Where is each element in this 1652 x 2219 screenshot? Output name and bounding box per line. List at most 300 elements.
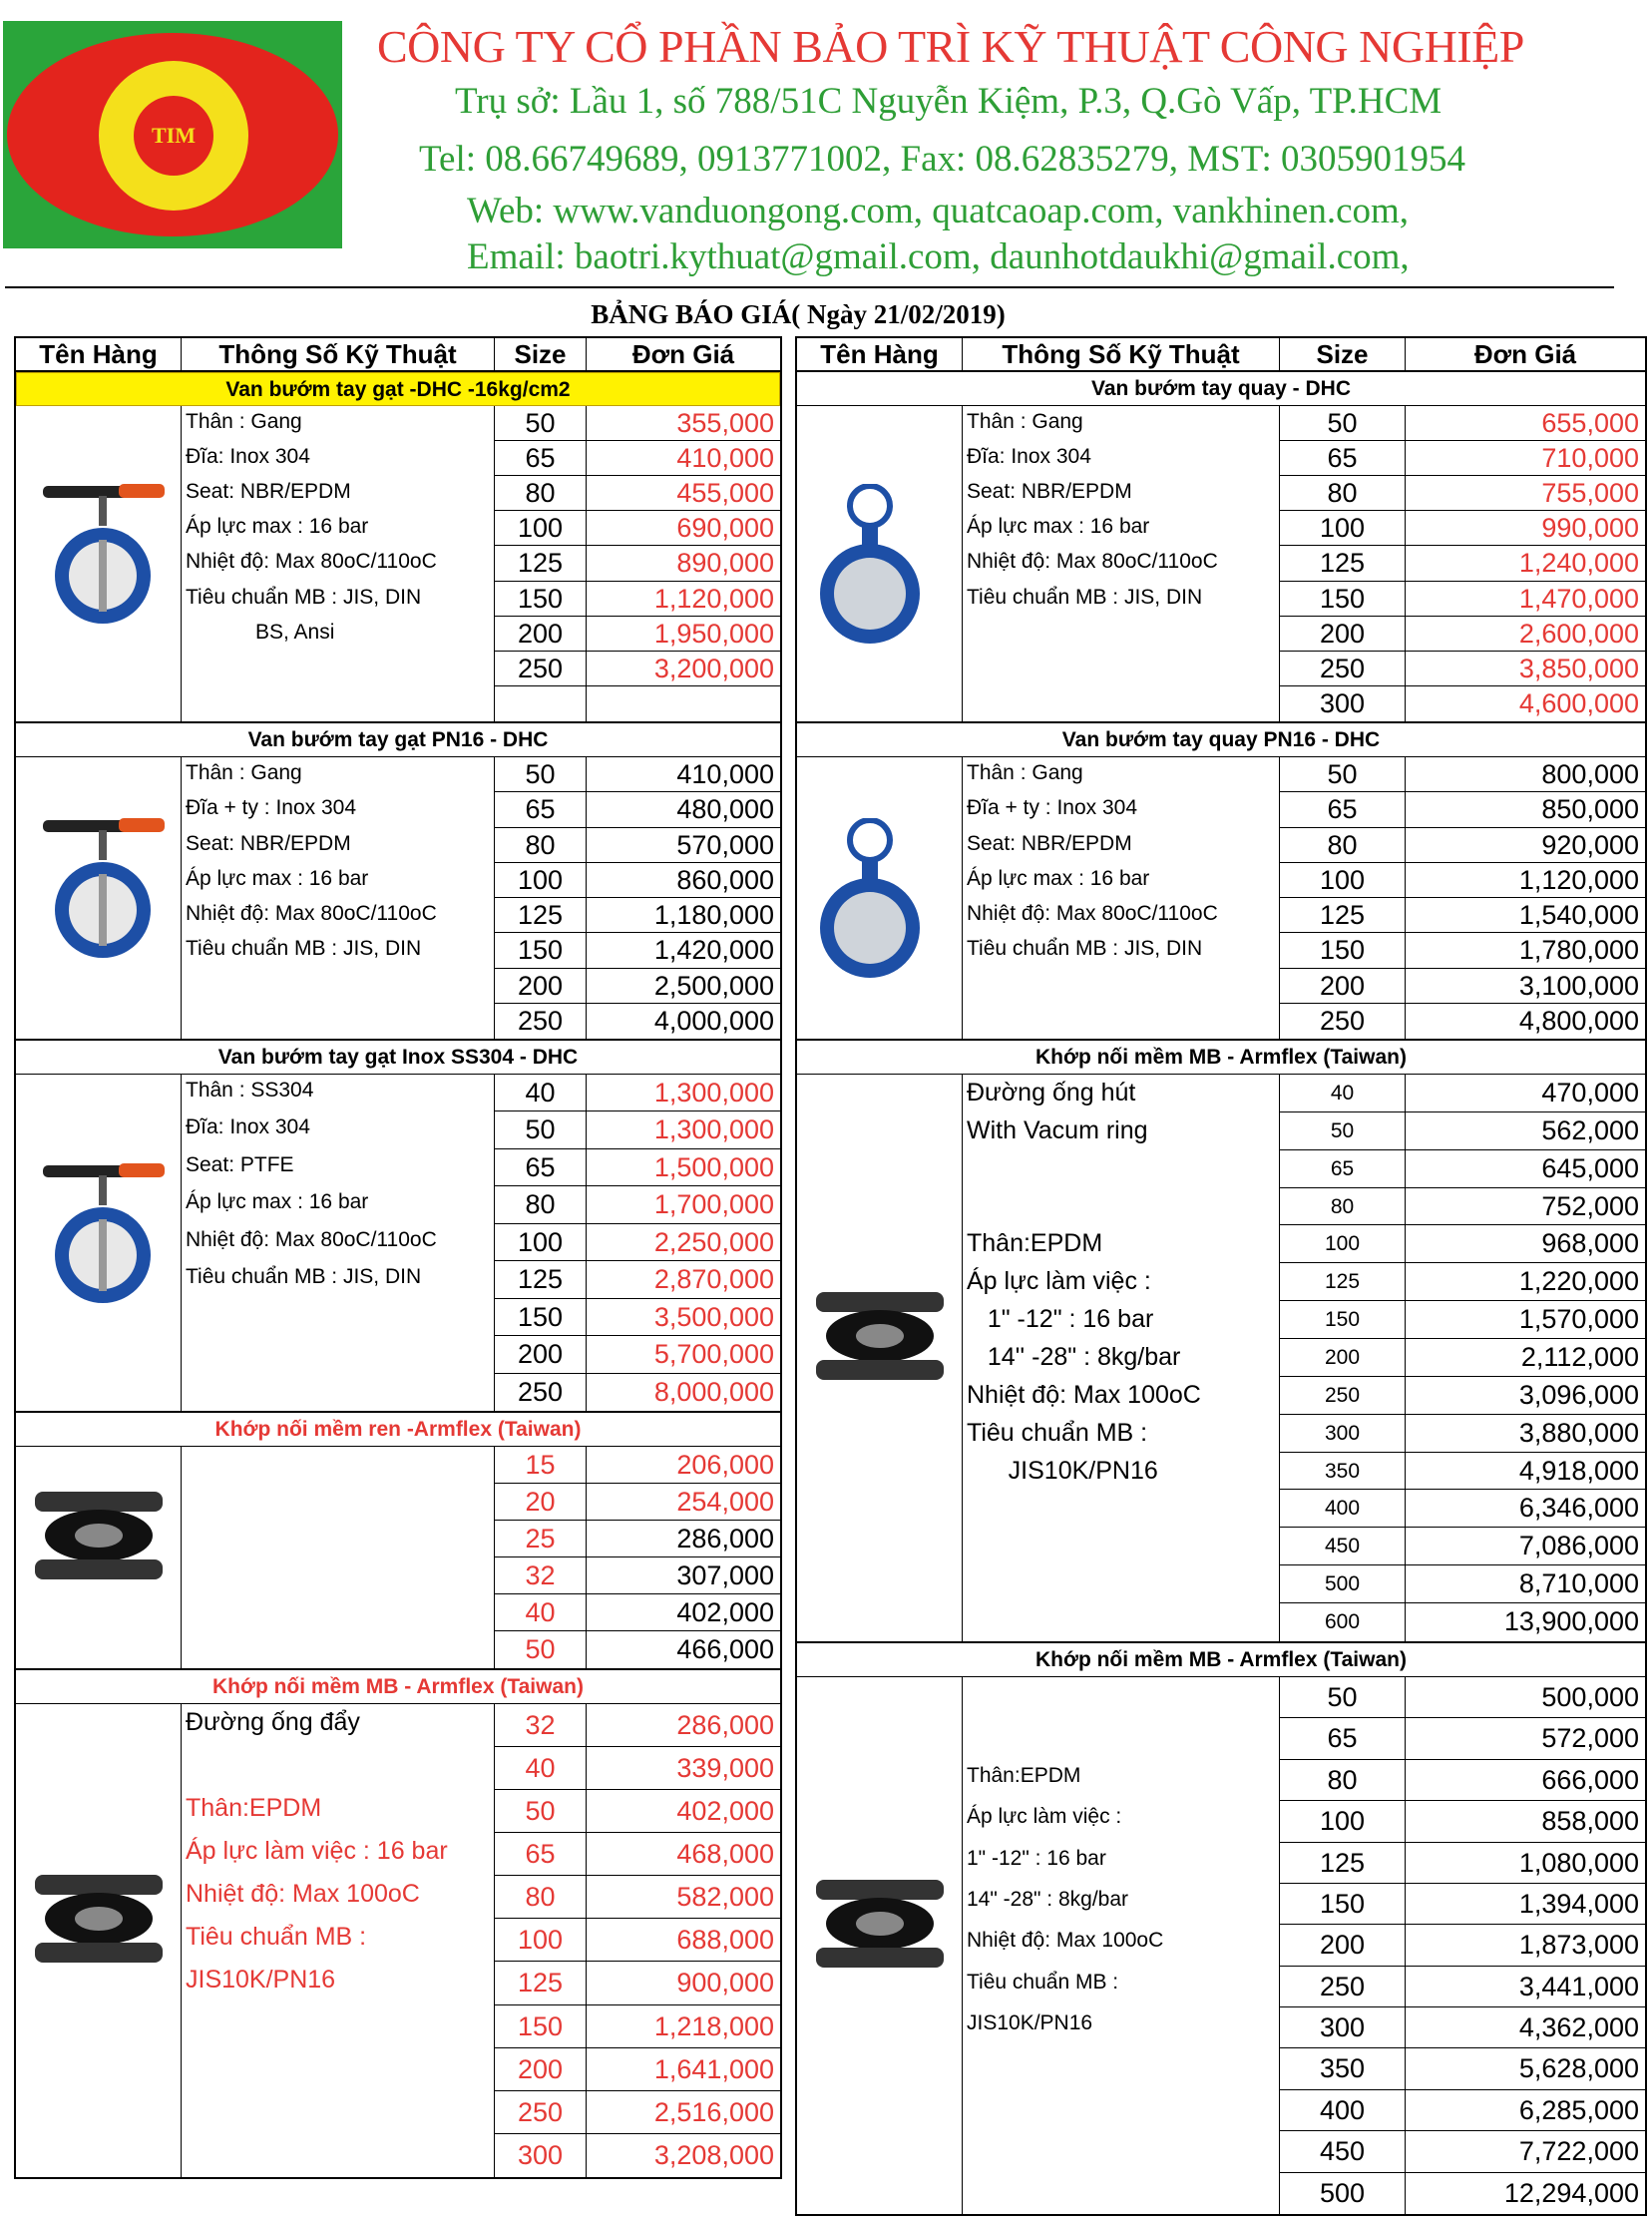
size-cell: 50: [495, 1790, 587, 1832]
spec-list: [963, 1075, 1280, 1641]
price-cell: 3,096,000: [1518, 1379, 1639, 1410]
spec-line: Seat: NBR/EPDM: [967, 480, 1132, 504]
section-title: Khớp nối mềm MB - Armflex (Taiwan): [16, 1670, 780, 1704]
table-row: [1280, 441, 1645, 476]
section-title: Van bướm tay gạt -DHC -16kg/cm2: [16, 372, 780, 406]
right-section-2: [795, 723, 1647, 1041]
spec-line: Thân : Gang: [186, 761, 302, 784]
size-cell: 65: [495, 1833, 587, 1875]
size-cell: 150: [495, 933, 587, 967]
size-cell: 250: [1280, 652, 1406, 685]
size-cell: 300: [495, 2134, 587, 2177]
left-table-header: [14, 336, 782, 372]
table-row: [1280, 686, 1645, 721]
spec-line: Nhiệt độ: Max 80oC/110oC: [186, 550, 437, 574]
size-cell: 32: [495, 1704, 587, 1746]
size-cell: 100: [1280, 1801, 1406, 1841]
size-cell: 450: [1280, 2131, 1406, 2171]
table-row: [495, 1833, 780, 1876]
size-cell: 500: [1280, 2173, 1406, 2214]
size-cell: 125: [1280, 1843, 1406, 1883]
table-row: [1280, 652, 1645, 686]
spec-line: Đĩa + ty : Inox 304: [967, 796, 1138, 820]
table-row: [495, 406, 780, 441]
table-row: [495, 1261, 780, 1298]
size-cell: 200: [495, 617, 587, 651]
table-row: [1280, 1225, 1645, 1263]
spec-line: Thân : Gang: [967, 761, 1083, 784]
company-web: Web: www.vanduongong.com, quatcaoap.com, vankhinen.com,: [467, 191, 1410, 231]
right-table-header: [795, 336, 1647, 372]
size-cell: 200: [1280, 617, 1406, 651]
spec-line: Đĩa: Inox 304: [186, 1115, 310, 1139]
left-section-3: [14, 1041, 782, 1413]
size-cell: 40: [495, 1075, 587, 1110]
table-row: [1280, 792, 1645, 827]
price-cell: 1,570,000: [1518, 1304, 1639, 1335]
col-spec-header: Thông Số Kỹ Thuật: [182, 338, 495, 370]
size-cell: 200: [1280, 1925, 1406, 1965]
size-cell: 450: [1280, 1528, 1406, 1564]
table-row: [495, 1704, 780, 1747]
spec-line: Nhiệt độ: Max 80oC/110oC: [967, 550, 1218, 574]
spec-line: Áp lực làm việc :: [967, 1805, 1122, 1829]
section-title: Van bướm tay quay PN16 - DHC: [797, 723, 1645, 757]
price-cell: 410,000: [676, 443, 774, 474]
price-cell: 858,000: [1541, 1806, 1639, 1837]
table-row: [495, 1484, 780, 1521]
table-row: [1280, 1760, 1645, 1801]
table-row: [1280, 1004, 1645, 1039]
spec-line: Tiêu chuẩn MB : JIS, DIN: [967, 585, 1203, 609]
spec-line: Tiêu chuẩn MB :: [186, 1923, 367, 1952]
price-cell: 570,000: [676, 829, 774, 860]
size-cell: 50: [495, 1111, 587, 1147]
spec-line: Tiêu chuẩn MB : JIS, DIN: [186, 585, 422, 609]
size-cell: 100: [495, 863, 587, 897]
price-cell: 480,000: [676, 794, 774, 825]
size-cell: 150: [495, 2005, 587, 2047]
size-cell: 40: [495, 1594, 587, 1630]
product-image: [16, 406, 182, 721]
spec-list: [963, 1677, 1280, 2214]
table-row: [1280, 1415, 1645, 1453]
table-row: [1280, 406, 1645, 441]
price-cell: 3,850,000: [1518, 653, 1639, 683]
table-row: [1280, 1528, 1645, 1565]
table-row: [495, 1447, 780, 1484]
size-cell: 150: [1280, 582, 1406, 616]
table-row: [495, 511, 780, 546]
price-cell: 2,250,000: [653, 1226, 774, 1257]
table-row: [495, 757, 780, 792]
table-row: [495, 1149, 780, 1186]
size-cell: 600: [1280, 1603, 1406, 1641]
price-cell: 4,000,000: [653, 1005, 774, 1036]
table-row: [1280, 1339, 1645, 1377]
price-cell: 850,000: [1541, 794, 1639, 825]
right-section-4: [795, 1643, 1647, 2216]
company-email: Email: baotri.kythuat@gmail.com, daunhotdaukhi@gmail.com,: [467, 236, 1410, 277]
size-cell: 300: [1280, 2007, 1406, 2047]
col-spec-header: Thông Số Kỹ Thuật: [963, 338, 1280, 370]
price-cell: 3,208,000: [653, 2139, 774, 2170]
size-cell: 65: [1280, 441, 1406, 475]
table-row: [495, 898, 780, 933]
price-cell: 3,100,000: [1518, 970, 1639, 1001]
section-title: Khớp nối mềm MB - Armflex (Taiwan): [797, 1643, 1645, 1677]
size-cell: 250: [1280, 1004, 1406, 1039]
spec-line: [967, 1681, 1275, 1714]
price-cell: 5,628,000: [1518, 2053, 1639, 2084]
price-cell: 466,000: [676, 1634, 774, 1664]
table-row: [1280, 828, 1645, 863]
company-address: Trụ sở: Lầu 1, số 788/51C Nguyễn Kiệm, P.3, Q.Gò Vấp, TP.HCM: [455, 81, 1443, 122]
table-row: [1280, 1677, 1645, 1718]
price-cell: 710,000: [1541, 443, 1639, 474]
price-cell: 470,000: [1541, 1078, 1639, 1108]
size-cell: 40: [1280, 1075, 1406, 1111]
table-row: [495, 863, 780, 898]
size-cell: 15: [495, 1447, 587, 1483]
price-cell: 1,180,000: [653, 900, 774, 930]
price-cell: 13,900,000: [1503, 1606, 1639, 1637]
spec-line: BS, Ansi: [186, 620, 335, 644]
spec-line: Áp lực max : 16 bar: [186, 515, 369, 539]
price-cell: 890,000: [676, 548, 774, 579]
spec-list: [182, 1704, 495, 2177]
price-cell: 3,441,000: [1518, 1971, 1639, 2001]
size-cell: 150: [495, 1299, 587, 1335]
table-row: [1280, 617, 1645, 652]
price-cell: 990,000: [1541, 513, 1639, 544]
size-cell: 100: [495, 1224, 587, 1260]
price-rows: [495, 406, 780, 721]
spec-line: Nhiệt độ: Max 80oC/110oC: [186, 1227, 437, 1251]
table-row: [1280, 2007, 1645, 2048]
col-price-header: Đơn Giá: [631, 338, 735, 369]
table-row: [1280, 1718, 1645, 1759]
size-cell: 250: [1280, 1967, 1406, 2006]
price-cell: 12,294,000: [1503, 2177, 1639, 2208]
spec-line: Thân : Gang: [186, 410, 302, 433]
size-cell: 125: [495, 1962, 587, 2003]
size-cell: 50: [1280, 1677, 1406, 1717]
spec-list: [963, 757, 1280, 1039]
table-row: [1280, 1490, 1645, 1528]
size-cell: 80: [495, 1186, 587, 1222]
logo-hub: [134, 96, 213, 176]
section-title: Van bướm tay quay - DHC: [797, 372, 1645, 406]
spec-line: Áp lực max : 16 bar: [186, 1190, 369, 1214]
spec-list: [182, 1447, 495, 1668]
size-cell: 200: [495, 969, 587, 1003]
table-row: [495, 582, 780, 617]
size-cell: 80: [1280, 1760, 1406, 1800]
product-image: [797, 757, 963, 1039]
size-cell: 125: [1280, 546, 1406, 580]
spec-line: Thân : SS304: [186, 1079, 314, 1102]
size-cell: 200: [1280, 1339, 1406, 1376]
price-cell: 752,000: [1541, 1190, 1639, 1221]
price-cell: 1,218,000: [653, 2010, 774, 2041]
price-cell: 6,346,000: [1518, 1493, 1639, 1524]
spec-line: [967, 1154, 1275, 1184]
table-row: [1280, 1453, 1645, 1491]
size-cell: 150: [1280, 1301, 1406, 1338]
price-cell: 339,000: [676, 1753, 774, 1784]
section-title: Van bướm tay gạt Inox SS304 - DHC: [16, 1041, 780, 1075]
price-rows: [495, 1704, 780, 2177]
size-cell: 500: [1280, 1565, 1406, 1602]
price-cell: 2,600,000: [1518, 618, 1639, 649]
size-cell: [495, 686, 587, 721]
product-image: [797, 1075, 963, 1641]
table-row: [495, 1374, 780, 1411]
section-title: Van bướm tay gạt PN16 - DHC: [16, 723, 780, 757]
size-cell: 80: [495, 1876, 587, 1918]
price-cell: 254,000: [676, 1487, 774, 1517]
price-cell: 1,120,000: [1518, 864, 1639, 895]
table-row: [495, 476, 780, 511]
size-cell: 250: [495, 652, 587, 685]
company-logo: [3, 21, 342, 248]
spec-line: Áp lực làm việc :: [967, 1267, 1151, 1296]
price-rows: [495, 1075, 780, 1411]
spec-line: Seat: PTFE: [186, 1152, 294, 1176]
table-row: [495, 1004, 780, 1039]
size-cell: 200: [1280, 969, 1406, 1003]
size-cell: 65: [1280, 1150, 1406, 1187]
price-cell: 468,000: [676, 1839, 774, 1870]
header-divider: [5, 286, 1614, 288]
table-row: [1280, 2090, 1645, 2131]
spec-line: Nhiệt độ: Max 80oC/110oC: [186, 902, 437, 925]
price-cell: 2,112,000: [1520, 1342, 1639, 1373]
size-cell: 200: [495, 2048, 587, 2090]
spec-line: Tiêu chuẩn MB : JIS, DIN: [186, 1265, 422, 1289]
spec-line: JIS10K/PN16: [186, 1966, 336, 1995]
price-cell: 755,000: [1541, 478, 1639, 509]
spec-line: With Vacum ring: [967, 1115, 1148, 1144]
table-row: [495, 1594, 780, 1631]
product-image: [797, 406, 963, 721]
spec-line: Thân:EPDM: [186, 1794, 322, 1823]
size-cell: 150: [1280, 933, 1406, 967]
price-cell: 645,000: [1541, 1152, 1639, 1183]
price-cell: 402,000: [676, 1597, 774, 1627]
table-row: [1280, 1188, 1645, 1226]
size-cell: 80: [1280, 476, 1406, 510]
size-cell: 150: [1280, 1884, 1406, 1924]
left-section-4: [14, 1413, 782, 1670]
price-cell: 1,220,000: [1518, 1266, 1639, 1297]
table-row: [1280, 582, 1645, 617]
left-section-5: [14, 1670, 782, 2179]
spec-line: [967, 1722, 1275, 1755]
table-row: [1280, 898, 1645, 933]
size-cell: 100: [495, 511, 587, 545]
price-cell: 655,000: [1541, 408, 1639, 438]
price-cell: 206,000: [676, 1450, 774, 1480]
table-row: [495, 1521, 780, 1557]
price-cell: 690,000: [676, 513, 774, 544]
spec-line: Thân : Gang: [967, 410, 1083, 433]
table-row: [1280, 1967, 1645, 2007]
spec-line: Đường ống hút: [967, 1079, 1136, 1107]
size-cell: 65: [495, 441, 587, 475]
price-cell: 1,500,000: [653, 1151, 774, 1182]
size-cell: 350: [1280, 1453, 1406, 1490]
table-row: [495, 686, 780, 721]
price-cell: 572,000: [1541, 1723, 1639, 1754]
table-row: [495, 2048, 780, 2091]
size-cell: 250: [495, 2091, 587, 2133]
price-cell: 900,000: [676, 1968, 774, 1998]
col-size-header: Size: [1280, 338, 1406, 370]
spec-line: Seat: NBR/EPDM: [186, 831, 351, 855]
price-cell: 920,000: [1541, 829, 1639, 860]
price-cell: 8,710,000: [1518, 1568, 1639, 1599]
price-cell: 3,200,000: [653, 653, 774, 683]
price-cell: 6,285,000: [1518, 2094, 1639, 2125]
table-row: [495, 441, 780, 476]
table-row: [495, 828, 780, 863]
spec-list: [963, 406, 1280, 721]
size-cell: 80: [1280, 828, 1406, 862]
size-cell: 125: [1280, 898, 1406, 932]
table-row: [1280, 1150, 1645, 1188]
spec-list: [182, 757, 495, 1039]
size-cell: 50: [495, 406, 587, 440]
price-cell: 1,394,000: [1518, 1888, 1639, 1919]
size-cell: 25: [495, 1521, 587, 1556]
table-row: [1280, 476, 1645, 511]
size-cell: 125: [1280, 1263, 1406, 1300]
spec-line: Seat: NBR/EPDM: [186, 480, 351, 504]
size-cell: 100: [1280, 863, 1406, 897]
table-row: [1280, 1377, 1645, 1415]
table-row: [1280, 1884, 1645, 1925]
size-cell: 80: [495, 476, 587, 510]
spec-line: Nhiệt độ: Max 100oC: [967, 1380, 1201, 1409]
spec-line: 14" -28" : 8kg/bar: [967, 1887, 1129, 1911]
spec-line: Áp lực max : 16 bar: [186, 866, 369, 890]
price-rows: [1280, 406, 1645, 721]
size-cell: 50: [1280, 406, 1406, 440]
price-cell: 1,950,000: [653, 618, 774, 649]
price-cell: 1,873,000: [1518, 1930, 1639, 1961]
price-cell: 4,918,000: [1518, 1455, 1639, 1486]
spec-line: Thân:EPDM: [967, 1763, 1081, 1787]
size-cell: 250: [1280, 1377, 1406, 1414]
table-row: [495, 792, 780, 827]
spec-line: Đĩa: Inox 304: [967, 445, 1091, 469]
spec-line: Áp lực max : 16 bar: [967, 515, 1150, 539]
size-cell: 400: [1280, 1490, 1406, 1527]
price-cell: 1,300,000: [653, 1114, 774, 1145]
right-section-1: [795, 372, 1647, 723]
size-cell: 80: [495, 828, 587, 862]
size-cell: 125: [495, 1261, 587, 1297]
col-size-header: Size: [495, 338, 587, 370]
price-cell: 3,500,000: [653, 1301, 774, 1332]
table-row: [1280, 1301, 1645, 1339]
price-cell: 2,500,000: [653, 970, 774, 1001]
price-cell: 1,420,000: [653, 935, 774, 966]
product-image: [16, 1704, 182, 2177]
spec-line: Đường ống đẩy: [186, 1708, 360, 1736]
size-cell: 250: [495, 1004, 587, 1039]
size-cell: 50: [495, 1631, 587, 1668]
price-cell: 666,000: [1541, 1764, 1639, 1795]
price-cell: 860,000: [676, 864, 774, 895]
size-cell: 65: [1280, 792, 1406, 826]
price-cell: 2,870,000: [653, 1264, 774, 1295]
product-image: [16, 757, 182, 1039]
price-cell: 1,470,000: [1518, 583, 1639, 614]
price-cell: 7,086,000: [1518, 1531, 1639, 1561]
price-cell: 4,800,000: [1518, 1005, 1639, 1036]
price-cell: 286,000: [676, 1524, 774, 1553]
size-cell: 150: [495, 582, 587, 616]
spec-line: Thân:EPDM: [967, 1229, 1103, 1258]
table-row: [495, 1557, 780, 1594]
size-cell: 50: [1280, 757, 1406, 791]
table-row: [495, 1186, 780, 1223]
size-cell: 40: [495, 1747, 587, 1789]
price-cell: 582,000: [676, 1882, 774, 1913]
table-row: [495, 1075, 780, 1111]
table-row: [495, 1790, 780, 1833]
table-row: [1280, 2173, 1645, 2214]
price-cell: 355,000: [676, 408, 774, 438]
table-row: [495, 617, 780, 652]
price-cell: 7,722,000: [1518, 2136, 1639, 2167]
price-cell: 3,880,000: [1518, 1417, 1639, 1448]
section-title: Khớp nối mềm ren -Armflex (Taiwan): [16, 1413, 780, 1447]
spec-line: Nhiệt độ: Max 80oC/110oC: [967, 902, 1218, 925]
spec-line: Áp lực làm việc : 16 bar: [186, 1837, 448, 1866]
spec-line: Nhiệt độ: Max 100oC: [186, 1880, 420, 1909]
spec-line: Tiêu chuẩn MB :: [967, 1970, 1119, 1994]
price-cell: 402,000: [676, 1796, 774, 1827]
table-row: [495, 2134, 780, 2177]
table-row: [495, 1919, 780, 1962]
spec-line: Tiêu chuẩn MB : JIS, DIN: [967, 937, 1203, 961]
company-phone: Tel: 08.66749689, 0913771002, Fax: 08.62835279, MST: 0305901954: [419, 139, 1466, 180]
table-row: [1280, 1843, 1645, 1884]
spec-line: Tiêu chuẩn MB :: [967, 1418, 1148, 1447]
price-cell: 968,000: [1541, 1228, 1639, 1259]
table-row: [495, 933, 780, 968]
table-row: [495, 652, 780, 686]
spec-line: Áp lực max : 16 bar: [967, 866, 1150, 890]
spec-line: Nhiệt độ: Max 100oC: [967, 1929, 1164, 1953]
spec-line: 14'' -28" : 8kg/bar: [967, 1343, 1181, 1372]
product-image: [797, 1677, 963, 2214]
price-cell: 562,000: [1541, 1114, 1639, 1145]
size-cell: 50: [1280, 1112, 1406, 1149]
price-cell: 800,000: [1541, 759, 1639, 789]
price-cell: 688,000: [676, 1925, 774, 1956]
size-cell: 350: [1280, 2048, 1406, 2088]
table-row: [495, 969, 780, 1004]
table-row: [1280, 969, 1645, 1004]
table-row: [495, 1876, 780, 1919]
price-cell: 500,000: [1541, 1682, 1639, 1712]
table-row: [1280, 511, 1645, 546]
